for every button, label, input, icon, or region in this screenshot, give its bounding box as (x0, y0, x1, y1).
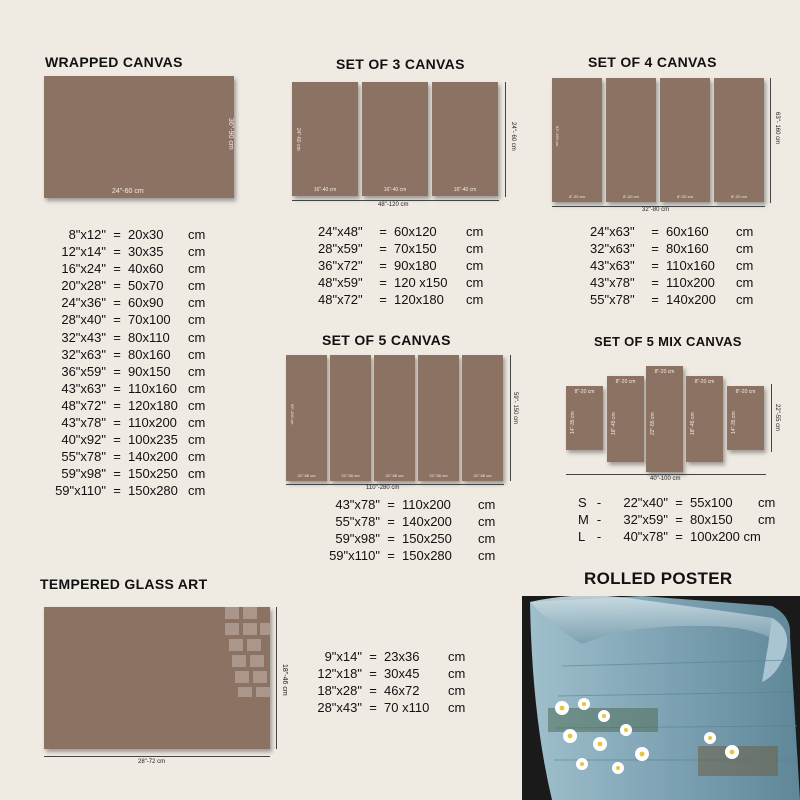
size-cell: 70x150 (394, 241, 437, 257)
size-cell: 80x160 (666, 241, 709, 257)
size-cell: = (387, 514, 395, 530)
size-cell: 48"x72" (61, 397, 106, 413)
size-cell: = (113, 363, 121, 379)
size-cell: 32"x63" (61, 346, 106, 362)
glass-width-line (44, 756, 270, 757)
size-cell: 150x280 (402, 548, 452, 564)
wrapped-size-list (48, 226, 218, 500)
size-cell: = (379, 275, 387, 291)
size-cell: = (369, 649, 377, 664)
size-cell: 43"x78" (590, 275, 635, 291)
size-cell: = (675, 495, 683, 510)
size-cell: cm (188, 295, 206, 311)
panel-width-label: 8"-20 cm (694, 379, 715, 385)
size-cell: 120x180 (128, 397, 178, 413)
size-cell: 110x200 (402, 497, 451, 512)
size-cell: = (369, 683, 377, 699)
size-cell: 150x250 (402, 531, 452, 547)
panel-width-label: 8"-20 cm (574, 389, 595, 395)
size-cell: 90x150 (128, 363, 171, 379)
size-cell: 140x200 (128, 449, 178, 465)
set3-title: SET OF 3 CANVAS (336, 56, 465, 72)
panel-width-label: 22"-56 cm (429, 473, 448, 478)
size-cell: 23x36 (384, 649, 420, 664)
set5mix-width-line (566, 474, 766, 475)
size-cell: 43"x63" (61, 380, 106, 396)
set5-width-label: 110"-280 cm (366, 485, 400, 491)
size-cell: cm (448, 683, 466, 699)
glass-size-list (306, 648, 478, 716)
rolled-poster-image (522, 596, 800, 800)
size-cell: = (113, 415, 121, 431)
set5mix-height-line (771, 384, 772, 452)
size-cell: cm (736, 224, 754, 239)
set3-height-label: 24"- 60 cm (510, 122, 516, 151)
size-cell: 50x70 (128, 278, 164, 294)
size-cell: M (578, 512, 589, 528)
size-cell: cm (478, 548, 496, 564)
size-cell: 28"x59" (318, 241, 363, 257)
set5mix-title: SET OF 5 MIX CANVAS (594, 334, 742, 349)
size-cell: 150x250 (128, 466, 178, 482)
panel-width-label: 22"-56 cm (385, 473, 404, 478)
size-cell: = (675, 512, 683, 528)
size-cell: cm (188, 312, 206, 328)
size-cell: = (113, 483, 121, 499)
set5-panel (418, 355, 459, 481)
size-cell: cm (188, 278, 206, 294)
size-cell: = (113, 244, 121, 260)
size-cell: = (369, 700, 377, 716)
size-cell: 59"x110" (55, 483, 106, 499)
size-cell: - (596, 495, 602, 510)
size-cell: = (387, 497, 395, 512)
size-cell: 48"x59" (318, 275, 363, 291)
size-cell: = (113, 346, 121, 362)
size-cell: = (379, 258, 387, 274)
set4-height-label: 63"- 160 cm (774, 112, 780, 145)
size-cell: 24"x48" (318, 224, 363, 239)
size-cell: = (651, 275, 659, 291)
size-cell: 59"x98" (335, 531, 380, 547)
size-cell: cm (188, 261, 206, 277)
size-cell: cm (466, 258, 484, 274)
size-cell: - (596, 512, 602, 528)
size-cell: = (113, 449, 121, 465)
size-cell: = (113, 295, 121, 311)
size-cell: cm (188, 466, 206, 482)
size-cell: 30x45 (384, 666, 420, 682)
size-cell: 48"x72" (318, 292, 363, 308)
rolled-poster-icon (522, 596, 800, 800)
panel-height-label: 22"-55 cm (650, 412, 656, 435)
size-cell: = (113, 380, 121, 396)
size-cell: = (113, 261, 121, 277)
panel-width-label: 8"-20 cm (654, 369, 675, 375)
set5mix-panel (727, 386, 764, 450)
panel-width-label: 22"-56 cm (473, 473, 492, 478)
set4-width-label: 32"-80 cm (642, 207, 670, 213)
size-cell: = (113, 329, 121, 345)
panel-width-label: 8"-20 cm (615, 379, 636, 385)
size-cell: 43"x78" (335, 497, 380, 512)
size-cell: 80x160 (128, 346, 171, 362)
size-cell: cm (758, 512, 776, 528)
set3-width-line (292, 200, 499, 201)
size-cell: 60x160 (666, 224, 709, 239)
glass-title: TEMPERED GLASS ART (40, 576, 208, 592)
size-cell: 59"x110" (329, 548, 380, 564)
size-cell: = (387, 548, 395, 564)
size-cell: 28"x43" (317, 700, 362, 716)
size-cell: 55"x78" (590, 292, 635, 308)
size-cell: cm (736, 258, 754, 274)
size-cell: 24"x63" (590, 224, 635, 239)
panel-height-label: 14"-35 cm (570, 411, 576, 434)
size-cell: = (379, 292, 387, 308)
size-cell: cm (448, 700, 466, 716)
size-cell: 36"x72" (318, 258, 363, 274)
size-cell: 80x150 (690, 512, 733, 528)
size-cell: cm (188, 432, 206, 448)
size-cell: 22"x40" (623, 495, 668, 510)
glass-width-label: 28"-72 cm (138, 759, 166, 765)
set5mix-panel (607, 376, 644, 462)
panel-width-label: 22"-56 cm (341, 473, 360, 478)
size-cell: cm (188, 397, 206, 413)
size-cell: = (113, 278, 121, 294)
set4-size-list (590, 223, 766, 308)
size-cell: cm (188, 449, 206, 465)
size-cell: 150x280 (128, 483, 178, 499)
size-cell: - (596, 529, 602, 545)
size-cell: cm (736, 275, 754, 291)
size-cell: 110x160 (128, 380, 177, 396)
wrapped-canvas-title: WRAPPED CANVAS (45, 54, 183, 70)
set3-height-line (505, 82, 506, 197)
size-cell: cm (188, 346, 206, 362)
size-cell: cm (466, 224, 484, 239)
size-cell: = (651, 241, 659, 257)
size-cell: 60x120 (394, 224, 437, 239)
size-cell: 40x60 (128, 261, 164, 277)
set5mix-width-label: 40"-100 cm (650, 476, 681, 482)
size-cell: 140x200 (666, 292, 716, 308)
size-cell: 12"x18" (317, 666, 362, 682)
size-cell: 55"x78" (335, 514, 380, 530)
size-cell: 70 x110 (384, 700, 430, 716)
panel-height-label: 14"-35 cm (731, 411, 737, 434)
size-cell: 110x200 (666, 275, 715, 291)
size-cell: = (651, 292, 659, 308)
set5-height-label: 59"- 150 cm (512, 392, 518, 425)
set3-panel (432, 82, 498, 196)
size-cell: = (387, 531, 395, 547)
size-cell: cm (466, 292, 484, 308)
size-cell: = (651, 258, 659, 274)
size-cell: = (651, 224, 659, 239)
set3-panel (362, 82, 428, 196)
size-cell: 70x100 (128, 312, 171, 328)
set5-panel (462, 355, 503, 481)
size-cell: cm (758, 495, 776, 510)
set3-panel-height-label: 24"-60 cm (295, 128, 301, 151)
size-cell: cm (736, 241, 754, 257)
panel-width-label: 16"-40 cm (383, 187, 407, 193)
glass-panel (44, 607, 270, 749)
set5-height-line (510, 355, 511, 481)
set4-panel (714, 78, 764, 202)
size-cell: 9"x14" (324, 649, 362, 664)
size-cell: = (113, 432, 121, 448)
size-cell: 18"x28" (317, 683, 362, 699)
set5-title: SET OF 5 CANVAS (322, 332, 451, 348)
size-cell: cm (478, 531, 496, 547)
size-cell: S (578, 495, 587, 510)
size-cell: 32"x43" (61, 329, 106, 345)
set5mix-panel (686, 376, 723, 462)
size-cell: = (379, 241, 387, 257)
set5mix-size-list (578, 494, 782, 545)
size-cell: 80x110 (128, 329, 170, 345)
panel-height-label: 18"-45 cm (690, 412, 696, 435)
size-cell: = (675, 529, 683, 545)
set5-panel-height-label: 59"-150 cm (290, 404, 295, 425)
size-cell: 8"x12" (68, 227, 106, 242)
size-cell: cm (188, 380, 206, 396)
set5-panel (374, 355, 415, 481)
panel-width-label: 8"-20 cm (735, 389, 756, 395)
size-cell: cm (188, 227, 206, 242)
set5mix-height-label: 22"-55 cm (774, 404, 780, 432)
set3-width-label: 48"-120 cm (378, 202, 409, 208)
panel-width-label: 22"-56 cm (297, 473, 316, 478)
size-cell: 40"x78" (623, 529, 668, 545)
size-cell: = (369, 666, 377, 682)
size-cell: 24"x36" (61, 295, 106, 311)
size-cell: cm (448, 666, 466, 682)
size-cell: 32"x59" (623, 512, 668, 528)
size-cell: 60x90 (128, 295, 164, 311)
size-cell: cm (188, 363, 206, 379)
size-cell: 43"x78" (61, 415, 106, 431)
size-cell: 140x200 (402, 514, 452, 530)
set5-panel (330, 355, 371, 481)
size-cell: 110x200 (128, 415, 177, 431)
size-cell: 43"x63" (590, 258, 635, 274)
size-cell (758, 528, 782, 545)
size-cell: 16"x24" (61, 261, 106, 277)
size-cell: 32"x63" (590, 241, 635, 257)
set5mix-panel (566, 386, 603, 450)
panel-width-label: 8"-20 cm (677, 194, 693, 199)
size-cell: 100x200 cm (690, 529, 761, 545)
size-cell: 110x160 (666, 258, 715, 274)
size-cell: 90x180 (394, 258, 437, 274)
size-cell: 55x100 (690, 495, 733, 510)
glass-height-line (276, 607, 277, 749)
size-cell: cm (188, 483, 206, 499)
size-cell: 120x180 (394, 292, 444, 308)
size-cell: 12"x14" (61, 244, 106, 260)
panel-width-label: 8"-20 cm (569, 194, 585, 199)
size-cell: = (113, 466, 121, 482)
size-cell: cm (188, 329, 206, 345)
size-cell: cm (466, 275, 484, 291)
size-cell: cm (448, 649, 466, 664)
size-cell: 28"x40" (61, 312, 106, 328)
size-cell: cm (188, 415, 206, 431)
set4-panel-height-label: 63"-160 cm (555, 126, 560, 147)
glass-height-label: 18"-46 cm (281, 664, 288, 696)
size-cell: cm (736, 292, 754, 308)
size-cell: 20x30 (128, 227, 164, 242)
wrapped-height-label: 36"-90 cm (227, 118, 234, 150)
size-cell: = (379, 224, 387, 239)
set4-panel (660, 78, 710, 202)
size-cell: 40"x92" (61, 432, 106, 448)
size-cell: = (113, 312, 121, 328)
size-cell: 55"x78" (61, 449, 106, 465)
set5-size-list (318, 496, 508, 564)
size-cell: = (113, 227, 121, 242)
set3-panel (292, 82, 358, 196)
set4-title: SET OF 4 CANVAS (588, 54, 717, 70)
panel-width-label: 16"-40 cm (453, 187, 477, 193)
panel-width-label: 16"-40 cm (313, 187, 337, 193)
size-cell: 100x235 (128, 432, 178, 448)
wrapped-width-label: 24"-60 cm (112, 188, 144, 195)
glass-reflection-icon (44, 607, 270, 749)
size-cell: cm (478, 497, 496, 512)
size-cell: 36"x59" (61, 363, 106, 379)
size-cell: 20"x28" (61, 278, 106, 294)
size-cell: 59"x98" (61, 466, 106, 482)
poster-title: ROLLED POSTER (584, 569, 733, 588)
set3-size-list (318, 223, 496, 308)
size-cell: 46x72 (384, 683, 420, 699)
set4-height-line (770, 78, 771, 203)
size-cell: 30x35 (128, 244, 164, 260)
wrapped-canvas-panel (44, 76, 234, 198)
panel-width-label: 8"-20 cm (731, 194, 747, 199)
set5mix-panel (646, 366, 683, 472)
size-cell: cm (188, 244, 206, 260)
size-cell: cm (466, 241, 484, 257)
panel-width-label: 8"-20 cm (623, 194, 639, 199)
size-cell: 120 x150 (394, 275, 448, 291)
size-cell: L (578, 529, 586, 545)
size-cell: = (113, 397, 121, 413)
set4-panel (606, 78, 656, 202)
panel-height-label: 18"-45 cm (611, 412, 617, 435)
size-cell: cm (478, 514, 496, 530)
